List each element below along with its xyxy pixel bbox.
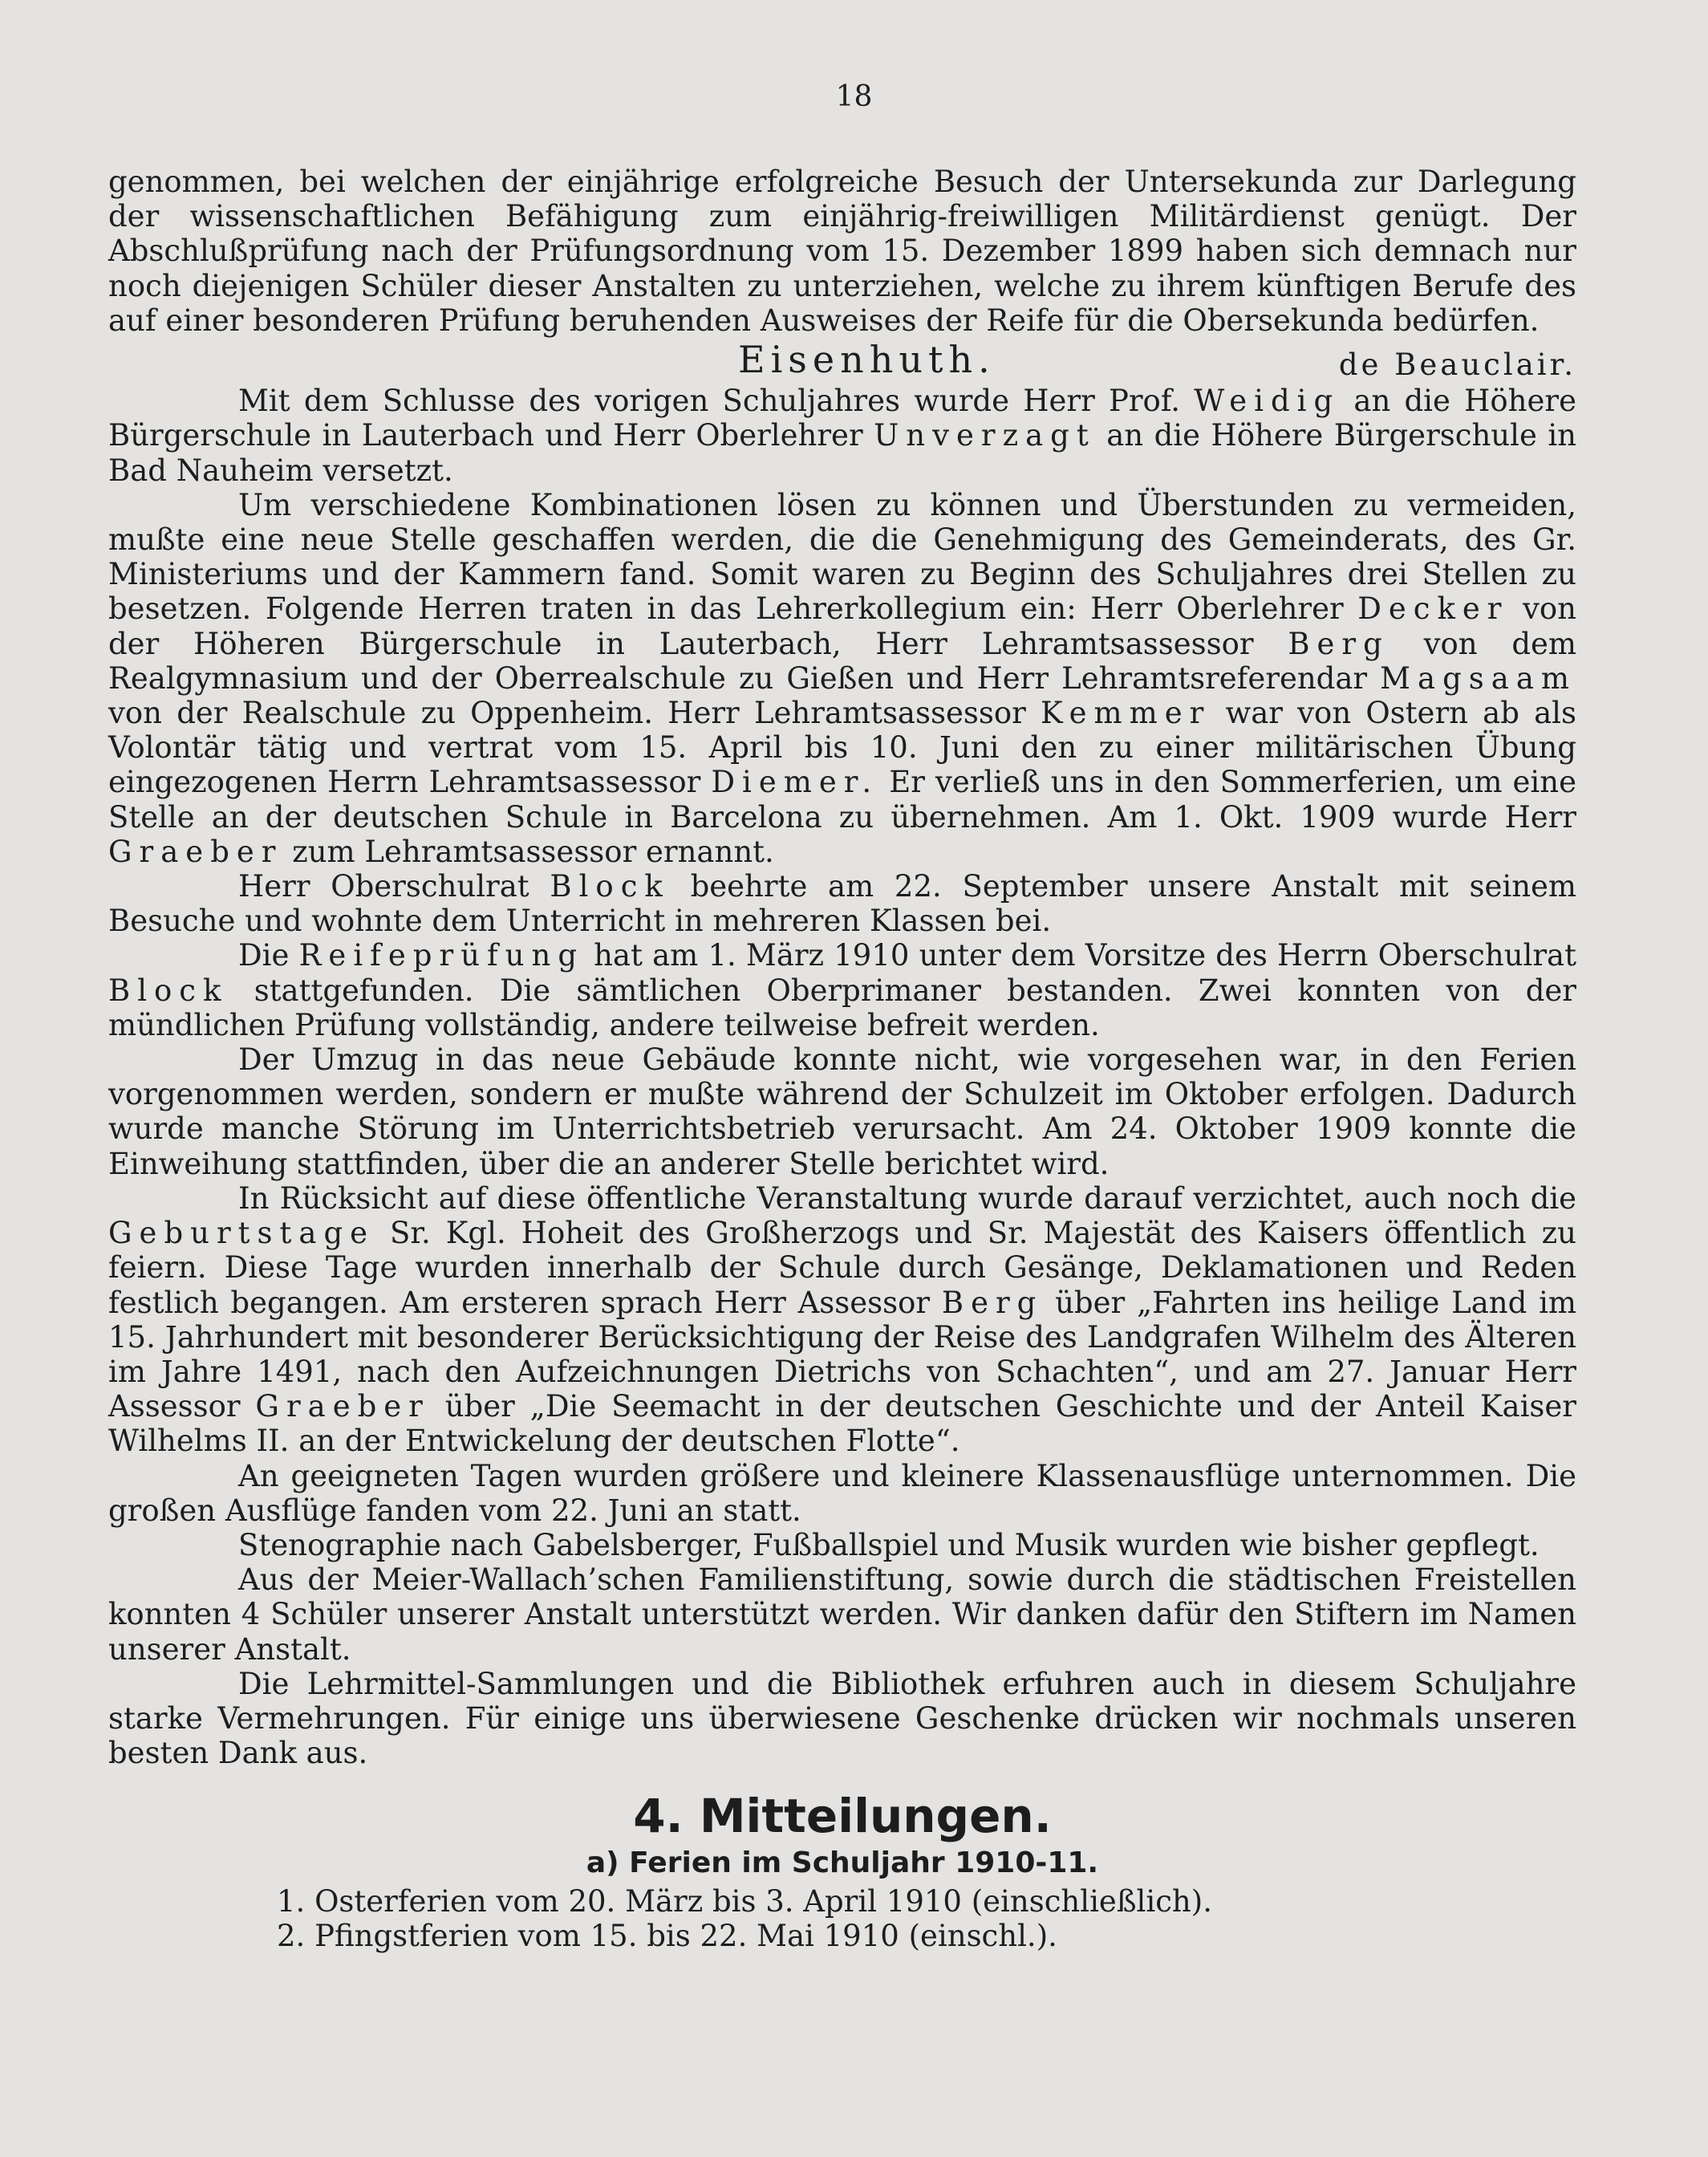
document-body xyxy=(108,165,1576,1953)
list-item: 2. Pfingstferien vom 15. bis 22. Mai 1910 (einschl.). xyxy=(277,1918,1057,1953)
spaced-name: Graeber xyxy=(108,834,283,869)
text-run: war von Ostern ab als Volontär tätig und vertrat vom 15. April bis 10. Juni den zu einer militärischen Übung eingezogenen Herrn Lehramtsassessor xyxy=(108,696,1577,800)
spaced-name: Unverzagt xyxy=(874,418,1096,453)
text-run: über „Die Seemacht in der deutschen Geschichte und der Anteil Kaiser Wilhelms II. an der Entwickelung der deutschen Flotte“. xyxy=(108,1389,1576,1459)
paragraph: genommen, bei welchen der einjährige erfolgreiche Besuch der Untersekunda zur Darlegung der wissenschaftlichen Befähigung zum einjährig-freiwilligen Militärdienst genügt. Der Abschlußprüfung nach der Prüfungsordnung vom 15. Dezember 1899 haben sich demnach nur noch diejenigen Schüler dieser Anstalten zu unterziehen, welche zu ihrem künftigen Berufe des auf einer besonderen Prüfung beruhenden Ausweises der Reife für die Obersekunda bedürfen. xyxy=(108,165,1576,338)
holiday-list xyxy=(277,1884,1576,1953)
spaced-name: Graeber xyxy=(255,1389,430,1424)
text-run: Sr. Kgl. Hoheit des Großherzogs und Sr. Majestät des Kaisers öffentlich zu feiern. Diese Tage wurden innerhalb der Schule durch Gesänge, Deklamationen und Reden festlich begangen. Am ersteren sprach Herr Assessor xyxy=(108,1216,1576,1320)
text-run: von der Realschule zu Oppenheim. Herr Lehramtsassessor xyxy=(108,696,1041,731)
paragraph xyxy=(108,488,1576,869)
text-run: Die xyxy=(238,938,299,973)
text-run: an die Höhere Bürgerschule in Lauterbach und Herr Oberlehrer xyxy=(108,384,1576,453)
text-run: über „Fahrten ins heilige Land im 15. Jahrhundert mit besonderer Berücksichtigung der Reise des Landgrafen Wilhelm des Älteren im Jahre 1491, nach den Aufzeichnungen Dietrichs von Schachten“, und am 27. Januar Herr Assessor xyxy=(108,1285,1576,1424)
spaced-name: Magsaam xyxy=(1380,660,1576,696)
paragraph xyxy=(108,1181,1576,1459)
text-run: von der Höheren Bürgerschule in Lauterbach, Herr Lehramtsassessor xyxy=(108,591,1576,661)
text-run: In Rücksicht auf diese öffentliche Veranstaltung wurde darauf verzichtet, auch noch die xyxy=(238,1180,1576,1216)
spaced-name: Reifeprüfung xyxy=(298,938,584,973)
spaced-name: Decker xyxy=(1357,591,1509,627)
text-run: Mit dem Schlusse des vorigen Schuljahres wurde Herr Prof. xyxy=(238,384,1195,419)
spaced-name: Block xyxy=(550,869,670,904)
spaced-name: Weidig xyxy=(1194,384,1341,419)
spaced-name: Geburtstage xyxy=(108,1216,375,1251)
paragraph: An geeigneten Tagen wurden größere und kleinere Klassenausflüge unternommen. Die großen Ausflüge fanden vom 22. Juni an statt. xyxy=(108,1458,1576,1528)
list-item: 1. Osterferien vom 20. März bis 3. April 1910 (einschließlich). xyxy=(277,1883,1212,1919)
page-number: 18 xyxy=(835,80,873,113)
text-run: zum Lehramtsassessor ernannt. xyxy=(282,834,774,869)
text-run: beehrte am 22. September unsere Anstalt mit seinem Besuche und wohnte dem Unterricht in mehreren Klassen bei. xyxy=(108,869,1577,939)
paragraph xyxy=(108,384,1576,488)
spaced-name: Block xyxy=(108,973,229,1008)
spaced-name: Berg xyxy=(941,1285,1044,1320)
paragraph: Die Lehrmittel-Sammlungen und die Bibliothek erfuhren auch in diesem Schuljahre starke Vermehrungen. Für einige uns überwiesene Geschenke drücken wir nochmals unseren besten Dank aus. xyxy=(108,1666,1576,1771)
text-run: hat am 1. März 1910 unter dem Vorsitze des Herrn Oberschulrat xyxy=(584,938,1576,973)
text-run: Herr Oberschulrat xyxy=(238,869,550,904)
text-run: von dem Realgymnasium und der Oberrealschule zu Gießen und Herr Lehramtsreferendar xyxy=(108,626,1576,696)
text-run: an die Höhere Bürgerschule in Bad Nauheim versetzt. xyxy=(108,418,1577,488)
signature-line xyxy=(108,338,1576,383)
section-heading: 4. Mitteilungen. xyxy=(633,1789,1052,1844)
paragraph xyxy=(108,938,1576,1042)
paragraph: Aus der Meier-Wallach’schen Familienstiftung, sowie durch die städtischen Freistellen konnten 4 Schüler unserer Anstalt unterstützt werden. Wir danken dafür den Stiftern im Namen unserer Anstalt. xyxy=(108,1562,1576,1667)
text-run: Um verschiedene Kombinationen lösen zu können und Überstunden zu vermeiden, mußte eine neue Stelle geschaffen werden, die die Genehmigung des Gemeinderats, des Gr. Ministeriums und der Kammern fand. Somit waren zu Beginn des Schuljahres drei Stellen zu besetzen. Folgende Herren traten in das Lehrerkollegium ein: Herr Oberlehrer xyxy=(108,487,1576,627)
subsection-heading: a) Ferien im Schuljahr 1910-11. xyxy=(586,1846,1099,1880)
paragraph xyxy=(108,869,1576,938)
spaced-name: Kemmer xyxy=(1041,696,1211,731)
signature-right: de Beauclair. xyxy=(1338,347,1576,383)
paragraph: Stenographie nach Gabelsberger, Fußballspiel und Musik wurden wie bisher gepflegt. xyxy=(238,1527,1540,1562)
spaced-name: Berg xyxy=(1288,626,1390,661)
text-run: Er verließ uns in den Sommerferien, um eine Stelle an der deutschen Schule in Barcelona zu übernehmen. Am 1. Okt. 1909 wurde Herr xyxy=(108,765,1576,835)
text-run: stattgefunden. Die sämtlichen Oberprimaner bestanden. Zwei konnten von der mündlichen Prüfung vollständig, andere teilweise befreit werden. xyxy=(108,973,1576,1042)
spaced-name: Diemer. xyxy=(711,765,879,800)
signature-left: Eisenhuth. xyxy=(738,338,996,382)
paragraph: Der Umzug in das neue Gebäude konnte nicht, wie vorgesehen war, in den Ferien vorgenommen werden, sondern er mußte während der Schulzeit im Oktober erfolgen. Dadurch wurde manche Störung im Unterrichtsbetrieb verursacht. Am 24. Oktober 1909 konnte die Einweihung stattfinden, über die an anderer Stelle berichtet wird. xyxy=(108,1042,1576,1181)
